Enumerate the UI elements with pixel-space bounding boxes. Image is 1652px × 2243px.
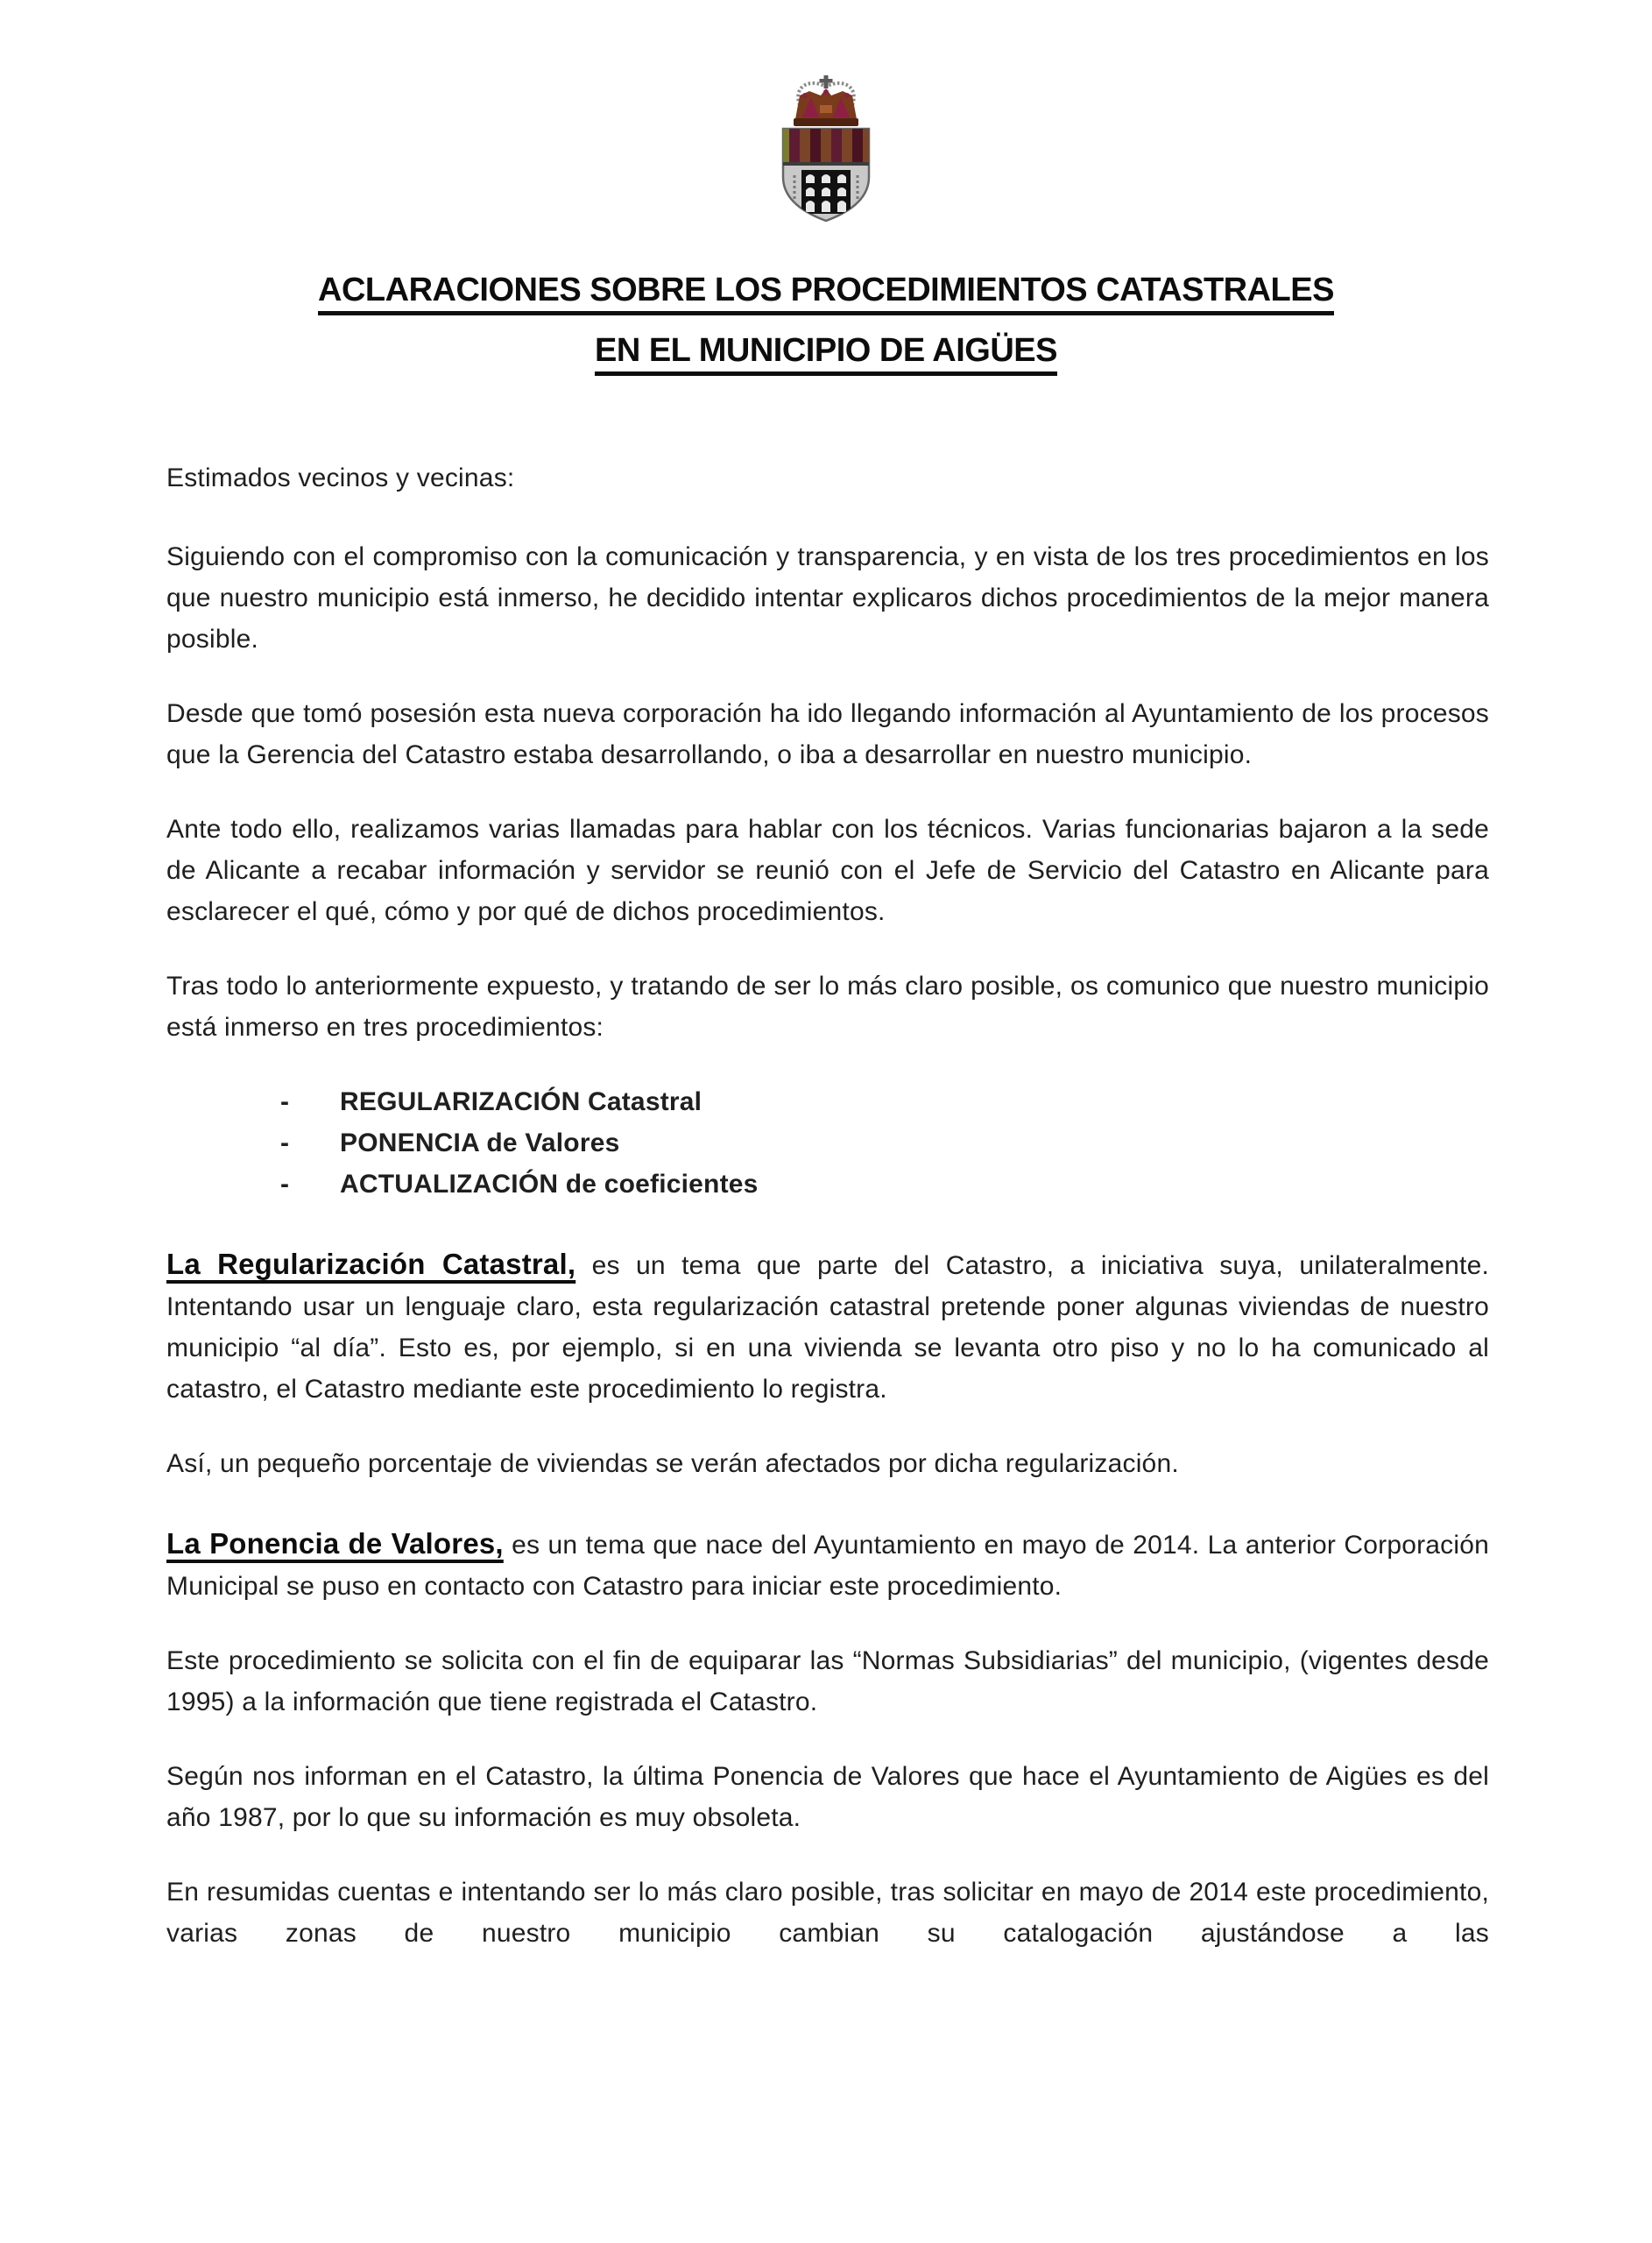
section-regularizacion — [166, 1243, 1489, 1410]
letter-body — [166, 457, 1489, 1954]
paragraph-1987: Según nos informan en el Catastro, la última Ponencia de Valores que hace el Ayuntamiento de Aigües es del año 1987, por lo que su información es muy obsoleta. — [166, 1762, 1489, 1832]
document-title — [0, 273, 1652, 394]
paragraph-corporacion: Desde que tomó posesión esta nueva corporación ha ido llegando información al Ayuntamiento de los procesos que la Gerencia del Catastro estaba desarrollando, o iba a desarrollar en nuestro municipio. — [166, 699, 1489, 769]
section-heading-ponencia: La Ponencia de Valores, — [166, 1527, 504, 1560]
bullet-dash: - — [280, 1087, 290, 1116]
title-line-2: EN EL MUNICIPIO DE AIGÜES — [595, 334, 1057, 376]
list-item-actualizacion — [166, 1164, 1489, 1205]
crest-container — [0, 0, 1652, 224]
aigues-coat-of-arms-icon — [768, 74, 884, 224]
section-body-ponencia: es un tema que nace del Ayuntamiento en mayo de 2014. La anterior Corporación Municipal se puso en contacto con Catastro para iniciar este procedimiento. — [166, 1531, 1489, 1601]
title-line-1: ACLARACIONES SOBRE LOS PROCEDIMIENTOS CATASTRALES — [318, 273, 1334, 315]
list-item-regularizacion — [166, 1081, 1489, 1122]
procedures-list — [166, 1081, 1489, 1205]
list-item-label: PONENCIA de Valores — [340, 1129, 620, 1157]
paragraph-porcentaje: Así, un pequeño porcentaje de viviendas se verán afectados por dicha regularización. — [166, 1449, 1179, 1478]
paragraph-llamadas: Ante todo ello, realizamos varias llamadas para hablar con los técnicos. Varias funcionarias bajaron a la sede de Alicante a recabar información y servidor se reunió con el Jefe de Servicio del Catastro en Alicante para esclarecer el qué, cómo y por qué de dichos procedimientos. — [166, 815, 1489, 926]
paragraph-normas-subsidiarias: Este procedimiento se solicita con el fin de equiparar las “Normas Subsidiarias” del municipio, (vigentes desde 1995) a la información que tiene registrada el Catastro. — [166, 1646, 1489, 1716]
paragraph-intro: Siguiendo con el compromiso con la comunicación y transparencia, y en vista de los tres procedimientos en los que nuestro municipio está inmerso, he decidido intentar explicaros dichos procedimientos de la mejor manera posible. — [166, 542, 1489, 654]
section-ponencia — [166, 1523, 1489, 1607]
bullet-dash: - — [280, 1129, 290, 1157]
paragraph-tres-procedimientos: Tras todo lo anteriormente expuesto, y tratando de ser lo más claro posible, os comunico que nuestro municipio está inmerso en tres procedimientos: — [166, 972, 1489, 1042]
list-item-ponencia — [166, 1122, 1489, 1164]
list-item-label: ACTUALIZACIÓN de coeficientes — [340, 1170, 759, 1199]
section-body-regularizacion: es un tema que parte del Catastro, a iniciativa suya, unilateralmente. Intentando usar un lenguaje claro, esta regularización catastral pretende poner algunas viviendas de nuestro municipio “al día”. Esto es, por ejemplo, si en una vivienda se levanta otro piso y no lo ha comunicado al catastro, el Catastro mediante este procedimiento lo registra. — [166, 1251, 1489, 1404]
section-heading-regularizacion: La Regularización Catastral, — [166, 1248, 576, 1280]
list-item-label: REGULARIZACIÓN Catastral — [340, 1087, 702, 1116]
bullet-dash: - — [280, 1170, 290, 1199]
paragraph-resumen-cortado: En resumidas cuentas e intentando ser lo más claro posible, tras solicitar en mayo de 2014 este procedimiento, varias zonas de nuestro municipio cambian su catalogación ajustándose a las — [166, 1878, 1489, 1948]
salutation: Estimados vecinos y vecinas: — [166, 463, 515, 492]
